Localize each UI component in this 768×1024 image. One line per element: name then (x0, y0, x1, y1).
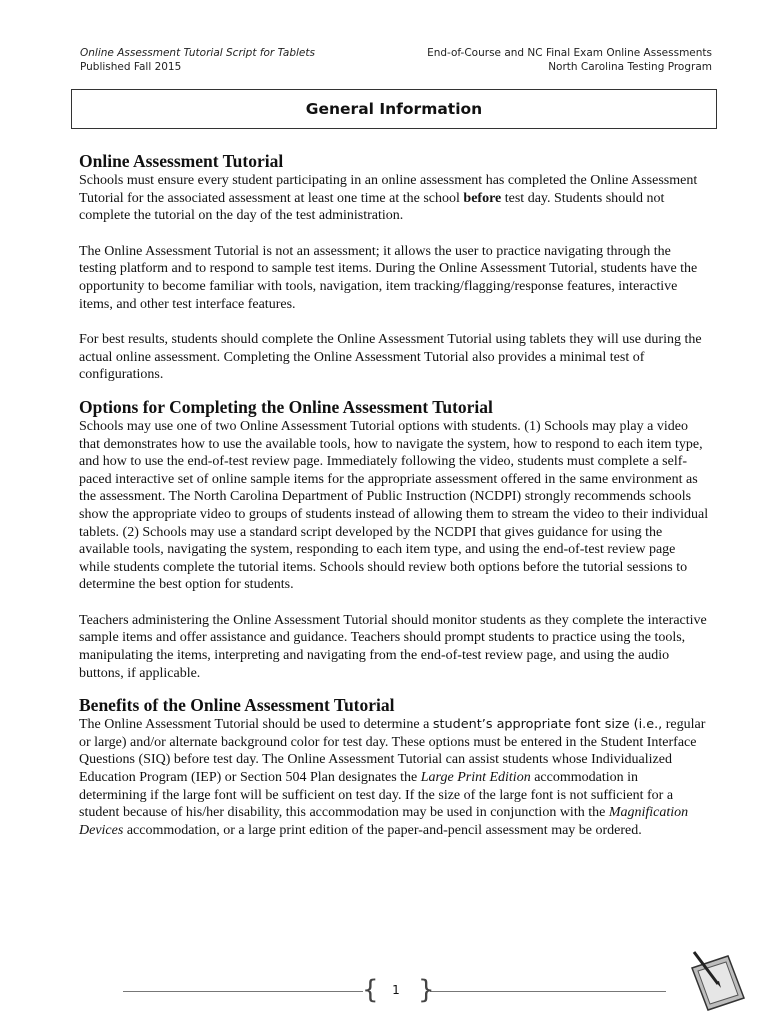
header-doc-title: Online Assessment Tutorial Script for Tablets (80, 47, 315, 59)
text-run: test day. Students should not complete the tutorial on the day of the test administration. (79, 190, 665, 224)
text-run: Schools must ensure every student participating in an online assessment has completed the Online Assessment Tutorial for the associated assessment at least one time at the school (79, 173, 698, 206)
header-assessment-name: End-of-Course and NC Final Exam Online Assessments (427, 47, 712, 59)
paragraph: For best results, students should complete the Online Assessment Tutorial using tablets they will use during the actual online assessment. Completing the Online Assessment Tutorial also provides a minimal test of configurations. (79, 332, 702, 383)
section-heading-online-assessment-tutorial: Online Assessment Tutorial (79, 151, 284, 171)
paragraph: Teachers administering the Online Assessment Tutorial should monitor students as they complete the interactive sample items and offer assistance and guidance. Teachers should prompt students to practice using the tools, manipulating the items, interpreting and navigating from the end-of-test review page, and using the audio buttons, if applicable. (79, 612, 707, 681)
text-run: accommodation, or a large print edition of the paper-and-pencil assessment may be ordered. (123, 822, 642, 838)
page-title: General Information (305, 100, 483, 118)
text-run: student’s appropriate font size (i.e., (432, 717, 663, 733)
bold-text: before (463, 190, 502, 206)
section-heading-benefits: Benefits of the Online Assessment Tutorial (79, 695, 395, 716)
page-number: 1 (392, 983, 400, 997)
text-run: The Online Assessment Tutorial should be used to determine a (79, 717, 433, 733)
running-header-right (427, 46, 712, 74)
document-body (79, 150, 709, 839)
footer-brace-right: } (418, 975, 435, 1005)
paragraph: The Online Assessment Tutorial is not an assessment; it allows the user to practice navigating through the testing platform and to respond to sample test items. During the Online Assessment Tutorial, students have the opportunity to become familiar with tools, navigation, item tracking/flagging/response features, interactive items, and other test interface features. (79, 243, 698, 312)
tablet-stylus-icon (688, 950, 748, 1012)
paragraph (79, 716, 709, 839)
paragraph: Schools may use one of two Online Assessment Tutorial options with students. (1) Schools may play a video that demonstrates how to use the available tools, how to navigate the system, how to respond to each item type, and how to use the end-of-test review page. Immediately following the video, students must complete a self-paced interactive set of online sample items for the appropriate assessment offered in the same environment as the assessment. The North Carolina Department of Public Instruction (NCDPI) strongly recommends schools show the appropriate video to groups of students instead of allowing them to stream the video to their individual tablets. (2) Schools may use a standard script developed by the NCDPI that gives guidance for using the available tools, navigating the system, responding to each item type, and using the end-of-test review page while students complete the tutorial items. Schools should review both options before the tutorial sessions to determine the best option for students. (79, 418, 709, 593)
footer-rule-right (430, 991, 666, 992)
paragraph (79, 172, 709, 225)
header-program-name: North Carolina Testing Program (548, 61, 712, 73)
footer-brace-left: { (362, 975, 379, 1005)
text-run: accommodation in determining if the large font will be sufficient on test day. If the size of the large font is not sufficient for a student because of his/her disability, this accommodation may be used in conjunction with the (79, 770, 674, 821)
footer-rule-left (123, 991, 363, 992)
page-title-box (71, 89, 717, 129)
section-heading-options: Options for Completing the Online Assessment Tutorial (79, 396, 493, 417)
italic-text: Large Print Edition (420, 770, 531, 786)
italic-text: Magnification Devices (79, 805, 689, 838)
header-published-date: Published Fall 2015 (80, 61, 182, 73)
text-run: regular or large) and/or alternate background color for test day. These options must be entered in the Student Interface Questions (SIQ) before test day. The Online Assessment Tutorial can assist students whose Individualized Education Program (IEP) or Section 504 Plan designates the (79, 717, 706, 786)
running-header-left (80, 46, 315, 74)
